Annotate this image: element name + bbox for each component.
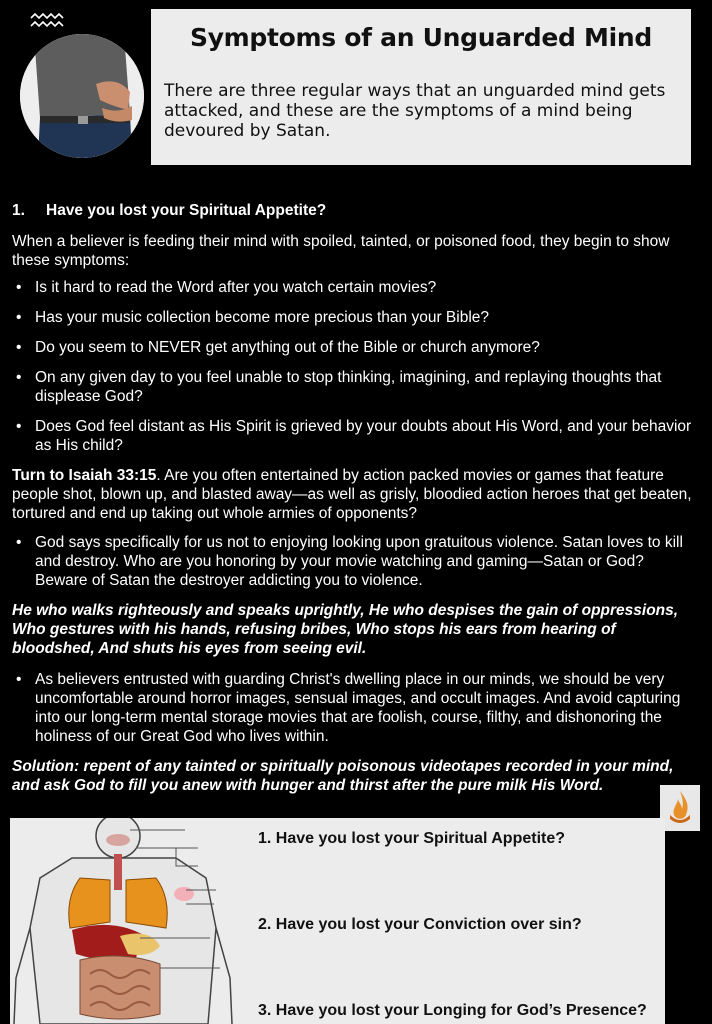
solution-text: Solution: repent of any tainted or spiritually poisonous videotapes recorded in your mind, and ask God to fill you anew with hunger and thirst after the pure milk His Word. [12,758,674,794]
list-item: • Do you seem to NEVER get anything out of the Bible or church anymore? [12,338,692,357]
scripture-reference: Turn to Isaiah 33:15 [12,467,157,484]
list-item: • As believers entrusted with guarding Christ's dwelling place in our minds, we should be very uncomfortable around horror images, sensual images, and occult images. And avoid capturing into our long-term mental storage movies that are foolish, course, filthy, and dishonoring the holiness of our Great God who lives within. [12,670,692,746]
person-stomach-image [20,34,144,158]
list-item: • Does God feel distant as His Spirit is grieved by your doubts about His Word, and your behavior as His child? [12,417,692,455]
section-heading-text: Have you lost your Spiritual Appetite? [46,202,327,219]
violence-list [12,533,692,590]
avatar [20,34,144,158]
list-item: • God says specifically for us not to enjoying looking upon gratuitous violence. Satan loves to kill and destroy. Who are you honoring by your movie watching and gaming—Satan or God? Beware of Satan the destroyer addicting you to violence. [12,533,692,590]
question-3: 3. Have you lost your Longing for God’s Presence? [258,1002,647,1019]
article-body [12,201,692,795]
verse-quote: He who walks righteously and speaks uprightly, He who despises the gain of oppressions, Who gestures with his hands, refusing bribes, Who stops his ears from hearing of bloodshed, And shuts his eyes from seeing evil. [12,602,679,657]
page-title: Symptoms of an Unguarded Mind [189,23,653,52]
zigzag-icon [30,12,66,34]
section-heading [12,201,692,220]
scripture-reference-paragraph [12,466,692,523]
anatomy-diagram [10,818,235,1024]
symptom-list [12,278,692,455]
title-panel [151,9,691,165]
summary-panel [10,818,665,1024]
flame-icon [660,785,700,831]
question-2: 2. Have you lost your Conviction over sin? [258,916,582,933]
list-item: • Is it hard to read the Word after you watch certain movies? [12,278,692,297]
scripture-reference-text: . Are you often entertained by action packed movies or games that feature people shot, blown up, and blasted away—as well as grisly, bloodied action heroes that get beaten, tortured and end up taking out whole armies of opponents? [12,467,692,522]
question-1: 1. Have you lost your Spiritual Appetite? [258,830,566,847]
guard-list [12,670,692,746]
section-intro: When a believer is feeding their mind with spoiled, tainted, or poisoned food, they begin to show these symptoms: [12,233,670,269]
section-number: 1. [12,202,25,219]
list-item: • Has your music collection become more precious than your Bible? [12,308,692,327]
list-item: • On any given day to you feel unable to stop thinking, imagining, and replaying thoughts that displease God? [12,368,692,406]
page-subtitle: There are three regular ways that an unguarded mind gets attacked, and these are the symptoms of a mind being devoured by Satan. [164,81,666,141]
